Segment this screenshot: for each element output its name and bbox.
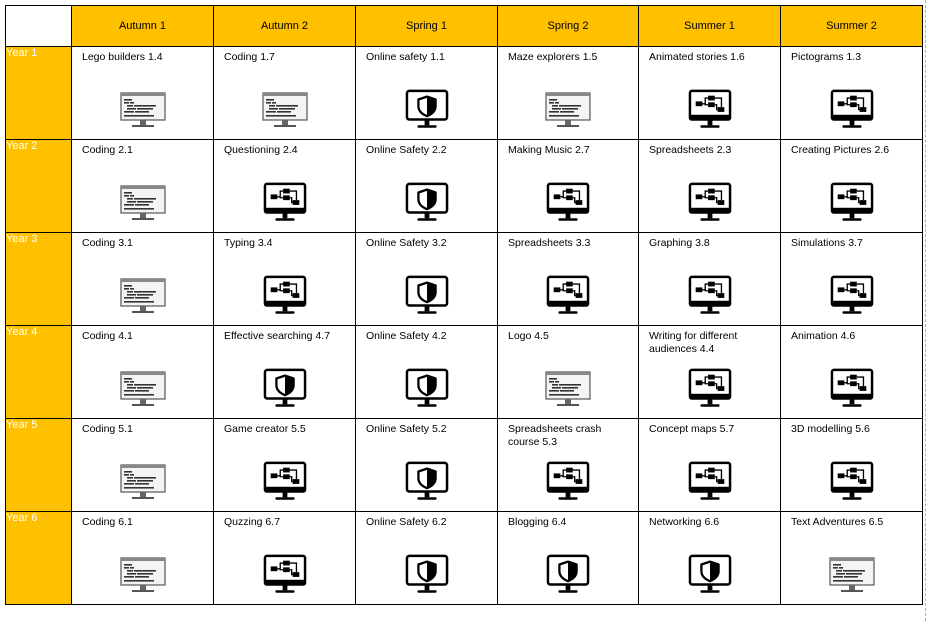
unit-cell <box>498 512 639 605</box>
unit-cell <box>72 326 214 419</box>
unit-cell <box>498 233 639 326</box>
unit-cell <box>72 233 214 326</box>
unit-cell <box>498 326 639 419</box>
flowchart-monitor-icon <box>262 461 308 503</box>
unit-title: Networking 6.6 <box>649 516 720 528</box>
unit-cell <box>639 326 781 419</box>
unit-cell <box>356 140 498 233</box>
flowchart-monitor-icon <box>545 275 591 317</box>
unit-cell <box>72 512 214 605</box>
unit-cell <box>356 419 498 512</box>
unit-cell <box>214 140 356 233</box>
flowchart-monitor-icon <box>687 182 733 224</box>
unit-cell <box>639 512 781 605</box>
flowchart-monitor-icon <box>262 275 308 317</box>
flowchart-monitor-icon <box>829 461 875 503</box>
unit-cell <box>356 47 498 140</box>
unit-title: Coding 4.1 <box>82 330 133 342</box>
unit-title: Online Safety 6.2 <box>366 516 447 528</box>
year-label: Year 2 <box>6 140 72 233</box>
unit-title: Questioning 2.4 <box>224 144 298 156</box>
unit-title: Coding 2.1 <box>82 144 133 156</box>
flowchart-monitor-icon <box>545 461 591 503</box>
unit-title: Game creator 5.5 <box>224 423 306 435</box>
unit-cell <box>639 419 781 512</box>
year-label: Year 6 <box>6 512 72 605</box>
unit-cell <box>214 233 356 326</box>
code-screen-icon <box>261 91 309 131</box>
unit-title: Animated stories 1.6 <box>649 51 745 63</box>
year-label: Year 1 <box>6 47 72 140</box>
flowchart-monitor-icon <box>829 182 875 224</box>
code-screen-icon <box>119 91 167 131</box>
year-row <box>6 47 923 140</box>
page-edge-divider <box>925 0 926 621</box>
shield-monitor-icon <box>545 554 591 596</box>
flowchart-monitor-icon <box>262 182 308 224</box>
shield-monitor-icon <box>404 554 450 596</box>
unit-title: Coding 1.7 <box>224 51 275 63</box>
unit-cell <box>781 512 923 605</box>
unit-title: 3D modelling 5.6 <box>791 423 870 435</box>
corner-cell <box>6 6 72 47</box>
unit-cell <box>781 140 923 233</box>
unit-cell <box>72 47 214 140</box>
unit-title: Animation 4.6 <box>791 330 856 342</box>
shield-monitor-icon <box>404 368 450 410</box>
term-header-row <box>6 6 923 47</box>
unit-title: Pictograms 1.3 <box>791 51 862 63</box>
year-label: Year 3 <box>6 233 72 326</box>
unit-cell <box>498 419 639 512</box>
curriculum-table <box>5 5 923 605</box>
unit-cell <box>781 419 923 512</box>
year-row <box>6 140 923 233</box>
unit-title: Simulations 3.7 <box>791 237 863 249</box>
unit-title: Online Safety 5.2 <box>366 423 447 435</box>
year-row <box>6 419 923 512</box>
unit-title: Coding 5.1 <box>82 423 133 435</box>
unit-title: Maze explorers 1.5 <box>508 51 598 63</box>
unit-title: Online safety 1.1 <box>366 51 445 63</box>
unit-cell <box>72 419 214 512</box>
shield-monitor-icon <box>404 89 450 131</box>
unit-title: Coding 3.1 <box>82 237 133 249</box>
unit-cell <box>356 233 498 326</box>
unit-title: Online Safety 4.2 <box>366 330 447 342</box>
code-screen-icon <box>828 556 876 596</box>
unit-title: Typing 3.4 <box>224 237 273 249</box>
unit-cell <box>639 233 781 326</box>
flowchart-monitor-icon <box>262 554 308 596</box>
unit-cell <box>639 140 781 233</box>
flowchart-monitor-icon <box>687 461 733 503</box>
unit-title: Concept maps 5.7 <box>649 423 735 435</box>
unit-cell <box>639 47 781 140</box>
unit-title: Coding 6.1 <box>82 516 133 528</box>
code-screen-icon <box>119 556 167 596</box>
term-header-summer-1: Summer 1 <box>639 6 781 47</box>
flowchart-monitor-icon <box>687 275 733 317</box>
term-header-spring-1: Spring 1 <box>356 6 498 47</box>
year-row <box>6 233 923 326</box>
unit-cell <box>214 419 356 512</box>
unit-title: Logo 4.5 <box>508 330 549 342</box>
unit-title: Lego builders 1.4 <box>82 51 163 63</box>
code-screen-icon <box>119 277 167 317</box>
unit-title: Creating Pictures 2.6 <box>791 144 890 156</box>
unit-cell <box>498 140 639 233</box>
shield-monitor-icon <box>404 182 450 224</box>
unit-cell <box>214 47 356 140</box>
flowchart-monitor-icon <box>829 275 875 317</box>
unit-cell <box>72 140 214 233</box>
flowchart-monitor-icon <box>687 368 733 410</box>
year-row <box>6 326 923 419</box>
unit-cell <box>214 512 356 605</box>
term-header-autumn-1: Autumn 1 <box>72 6 214 47</box>
shield-monitor-icon <box>404 461 450 503</box>
unit-cell <box>498 47 639 140</box>
unit-title: Graphing 3.8 <box>649 237 710 249</box>
code-screen-icon <box>544 91 592 131</box>
shield-monitor-icon <box>262 368 308 410</box>
code-screen-icon <box>119 184 167 224</box>
unit-title: Online Safety 2.2 <box>366 144 447 156</box>
unit-title: Text Adventures 6.5 <box>791 516 884 528</box>
unit-title: Writing for different audiences 4.4 <box>649 330 738 355</box>
unit-title: Effective searching 4.7 <box>224 330 331 342</box>
unit-title: Spreadsheets crash course 5.3 <box>508 423 602 448</box>
unit-cell <box>214 326 356 419</box>
unit-title: Making Music 2.7 <box>508 144 590 156</box>
unit-title: Quzzing 6.7 <box>224 516 281 528</box>
code-screen-icon <box>119 463 167 503</box>
term-header-autumn-2: Autumn 2 <box>214 6 356 47</box>
flowchart-monitor-icon <box>687 89 733 131</box>
term-header-summer-2: Summer 2 <box>781 6 923 47</box>
year-row <box>6 512 923 605</box>
unit-cell <box>356 326 498 419</box>
code-screen-icon <box>119 370 167 410</box>
unit-title: Spreadsheets 2.3 <box>649 144 732 156</box>
term-header-spring-2: Spring 2 <box>498 6 639 47</box>
flowchart-monitor-icon <box>829 89 875 131</box>
unit-cell <box>781 233 923 326</box>
unit-title: Online Safety 3.2 <box>366 237 447 249</box>
code-screen-icon <box>544 370 592 410</box>
unit-cell <box>781 47 923 140</box>
unit-title: Spreadsheets 3.3 <box>508 237 591 249</box>
shield-monitor-icon <box>687 554 733 596</box>
flowchart-monitor-icon <box>545 182 591 224</box>
unit-cell <box>781 326 923 419</box>
shield-monitor-icon <box>404 275 450 317</box>
year-label: Year 4 <box>6 326 72 419</box>
flowchart-monitor-icon <box>829 368 875 410</box>
unit-cell <box>356 512 498 605</box>
year-label: Year 5 <box>6 419 72 512</box>
unit-title: Blogging 6.4 <box>508 516 567 528</box>
